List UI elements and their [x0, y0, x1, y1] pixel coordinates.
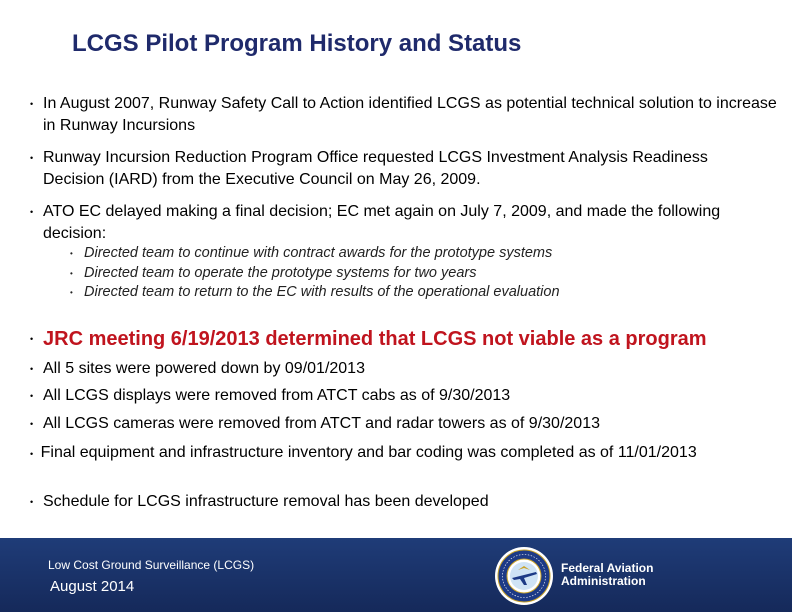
footer-bar: [0, 538, 792, 612]
bullet-text: All 5 sites were powered down by 09/01/2013: [43, 360, 365, 377]
footer-program-name: Low Cost Ground Surveillance (LCGS): [48, 558, 255, 572]
sub-bullet-item: [70, 244, 552, 264]
bullet-item: [30, 385, 770, 407]
bullet-dot: •: [30, 419, 34, 429]
bullet-item: [30, 147, 760, 191]
sub-bullet-text: Directed team to operate the prototype systems for two years: [84, 265, 477, 281]
bullet-item: [30, 93, 780, 137]
bullet-dot: •: [30, 99, 34, 109]
bullet-text: All LCGS cameras were removed from ATCT and radar towers as of 9/30/2013: [43, 415, 600, 432]
sub-bullet-text: Directed team to return to the EC with results of the operational evaluation: [84, 284, 560, 300]
bullet-text: ATO EC delayed making a final decision; EC met again on July 7, 2009, and made the following decision:: [43, 203, 721, 242]
bullet-dot: •: [30, 364, 34, 374]
bullet-text: All LCGS displays were removed from ATCT cabs as of 9/30/2013: [43, 387, 511, 404]
bullet-dot: •: [30, 334, 34, 344]
sub-bullet-item: [70, 283, 560, 303]
footer-date: August 2014: [50, 578, 135, 595]
bullet-dot: •: [30, 207, 34, 217]
sub-bullet-dot: •: [70, 288, 73, 297]
sub-bullet-dot: •: [70, 269, 73, 278]
bullet-text: Runway Incursion Reduction Program Office requested LCGS Investment Analysis Readiness Decision (IARD) from the Executive Council on May 26, 2009.: [43, 149, 708, 188]
bullet-text: Final equipment and infrastructure inventory and bar coding was completed as of 11/01/2013: [40, 444, 697, 461]
agency-line-2: Administration: [561, 574, 646, 588]
bullet-dot: •: [30, 497, 34, 507]
bullet-item: [30, 491, 770, 513]
faa-seal-icon: [494, 546, 554, 606]
page-title: LCGS Pilot Program History and Status: [72, 30, 522, 57]
agency-name: [561, 562, 653, 588]
sub-bullet-item: [70, 264, 476, 284]
bullet-dot: •: [30, 449, 34, 459]
sub-bullet-dot: •: [70, 249, 73, 258]
bullet-dot: •: [30, 153, 34, 163]
agency-line-1: Federal Aviation: [561, 561, 654, 575]
bullet-text: Schedule for LCGS infrastructure removal has been developed: [43, 493, 489, 510]
bullet-item: [30, 442, 710, 465]
bullet-item-highlight: [30, 326, 790, 352]
bullet-item: [30, 358, 770, 380]
sub-bullet-text: Directed team to continue with contract awards for the prototype systems: [84, 245, 553, 261]
bullet-item: [30, 413, 770, 435]
bullet-dot: •: [30, 391, 34, 401]
highlight-text: JRC meeting 6/19/2013 determined that LCGS not viable as a program: [43, 328, 707, 350]
bullet-text: In August 2007, Runway Safety Call to Action identified LCGS as potential technical solution to increase in Runway Incursions: [43, 95, 777, 134]
bullet-item: [30, 201, 760, 245]
